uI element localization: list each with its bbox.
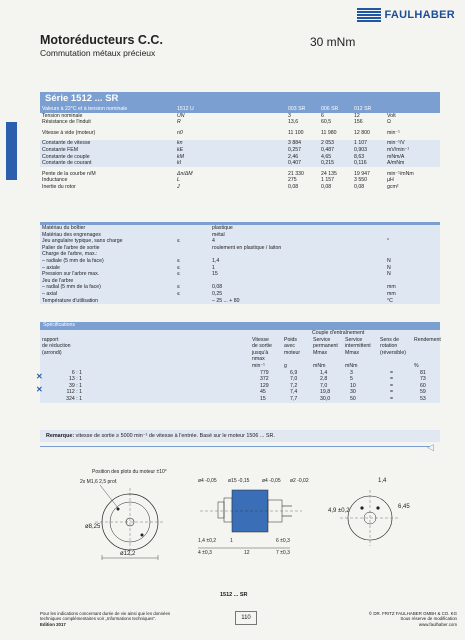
row-value: 0,903 [354, 146, 367, 153]
row-symbol: ≤ [177, 238, 180, 245]
table-row [40, 245, 440, 252]
torque-rating: 30 mNm [310, 35, 356, 49]
shaft-dim-2: ø15 -0,15 [228, 478, 250, 484]
specifications-table [36, 322, 441, 403]
row-value: 1,4 [212, 257, 220, 264]
row-label: – radial (5 mm de la face) [42, 284, 101, 291]
row-value: 11 980 [321, 129, 337, 136]
spec-header-row [40, 343, 440, 350]
spec-col-header: moteur [284, 349, 301, 356]
end-view-terminal-1 [360, 506, 363, 509]
spec-col-header: permanent [313, 343, 338, 350]
row-symbol: R [177, 119, 181, 126]
table-row [40, 298, 440, 305]
header-col: 003 SR [288, 106, 306, 112]
row-unit: A/mNm [387, 160, 405, 167]
remark-divider [40, 446, 430, 447]
motor-pins-note: Position des plots du moteur ±10° [92, 469, 167, 475]
row-unit: mV/min⁻¹ [387, 146, 410, 153]
row-value: 3 884 [288, 140, 301, 147]
dir-value: = [390, 395, 394, 402]
row-symbol: L [177, 177, 180, 184]
shaft-dim-3: ø4 -0,05 [262, 478, 281, 484]
row-label: Température d'utilisation [42, 297, 99, 304]
eff-value: 81 [420, 369, 426, 376]
table-row [40, 258, 440, 265]
row-label: Constante de vitesse [42, 140, 91, 147]
ratio-value: 112 : 1 [66, 389, 82, 396]
footer-reserve: Sous réserve de modification [400, 616, 457, 622]
row-value: 2,46 [288, 153, 299, 160]
spec-col-header: de sortie [252, 343, 272, 350]
inter-value: 3 [350, 369, 353, 376]
motor-values-table [40, 106, 440, 191]
eff-value: 53 [420, 395, 426, 402]
row-value: 6 [321, 112, 324, 119]
header-label: Valeurs à 22°C et à tension nominale [42, 106, 128, 112]
row-label: Tension nominale [42, 112, 83, 119]
row-value: 13,6 [288, 119, 299, 126]
row-unit: °C [387, 297, 393, 304]
speed-value: 45 [260, 389, 266, 396]
row-value: 0,257 [288, 146, 301, 153]
row-unit: ° [387, 238, 390, 245]
table-row [40, 291, 440, 298]
row-symbol: ≤ [177, 257, 180, 264]
inter-value: 10 [350, 382, 356, 389]
gearhead-table [40, 222, 440, 304]
row-label: Matériau du boîtier [42, 225, 86, 231]
spec-col-header: (arrondi) [42, 349, 62, 356]
weight-value: 6,9 [290, 369, 298, 376]
row-label: Résistance de l'induit [42, 119, 91, 126]
spec-col-header: Mmax [313, 349, 328, 356]
row-value: 1 157 [321, 177, 334, 184]
table-row [40, 278, 440, 285]
header-model: 1512 U [177, 106, 194, 112]
spec-col-header: intermittent [345, 343, 371, 350]
ratio-value: 6 : 1 [71, 369, 82, 376]
table-row [40, 271, 440, 278]
weight-value: 7,0 [290, 376, 298, 383]
spec-header-row [40, 363, 440, 370]
shaft-dim-4: ø2 -0,02 [290, 478, 309, 484]
footer-note-text: Pour les indications concernant durée de vie ainsi que les données techniques complémentaires voir „Informations techniques". [40, 611, 171, 622]
ratio-value: 39 : 1 [69, 382, 82, 389]
remark-text: vitesse de sortie ≥ 5000 min⁻¹ de vitesse à l'entrée. Basé sur le moteur 1506 ... SR. [75, 433, 275, 439]
row-value: métal [212, 231, 225, 238]
table-row [40, 147, 440, 154]
header-col: 006 SR [321, 106, 339, 112]
row-label: Pente de la courbe n/M [42, 170, 96, 177]
row-value: 12 [354, 112, 360, 119]
row-value: 8,63 [354, 153, 365, 160]
table-row [40, 284, 440, 291]
side-flange [224, 498, 232, 522]
eff-value: 73 [420, 376, 426, 383]
spec-title: Spécifications [43, 322, 76, 328]
weight-value: 7,2 [290, 382, 298, 389]
table-row [40, 383, 440, 390]
row-value: 24 135 [321, 170, 337, 177]
eff-value: 59 [420, 389, 426, 396]
dir-value: = [390, 382, 394, 389]
row-unit: min⁻¹/mNm [387, 170, 414, 177]
len1-label: 1,4 ±0,2 [198, 538, 217, 544]
len6-label: 7 ±0,3 [276, 550, 290, 556]
footer-edition: Edition 2017 [40, 621, 66, 627]
row-label: Constante FEM [42, 146, 79, 153]
spec-col-header: nmax [252, 356, 265, 363]
footer-note [40, 611, 190, 627]
table-row [40, 130, 440, 137]
front-view-hole-1 [117, 508, 120, 511]
side1-label: 1,4 [378, 478, 387, 484]
row-unit: gcm² [387, 183, 399, 190]
table-row [40, 154, 440, 161]
cont-value: 30,0 [320, 395, 331, 402]
speed-value: 779 [260, 369, 269, 376]
spec-col-header: mNm [313, 362, 326, 369]
row-value: 60,5 [321, 119, 332, 126]
spec-col-header: g [284, 362, 287, 369]
row-unit: N [387, 264, 391, 271]
row-symbol: n0 [177, 129, 183, 136]
len2-label: 1 [230, 538, 233, 544]
row-value: 0,08 [321, 183, 332, 190]
row-value: 0,08 [288, 183, 299, 190]
len4-label: 12 [244, 550, 250, 556]
table-row [40, 177, 440, 184]
remark-label: Remarque: [46, 433, 75, 439]
table-row [40, 396, 440, 403]
len3-label: 4 ±0,3 [198, 550, 212, 556]
handwritten-x-icon: ✕ [36, 385, 43, 395]
spec-col-header: (réversible) [380, 349, 406, 356]
row-value: roulement en plastique / laiton [212, 244, 282, 251]
spec-col-header: avec [284, 343, 295, 350]
row-value: 0,116 [354, 160, 367, 167]
section-tab-marker [6, 122, 17, 180]
table-row [40, 232, 440, 239]
spec-col-header: mNm [345, 362, 358, 369]
inter-value: 30 [350, 389, 356, 396]
inter-value: 5 [350, 376, 353, 383]
row-symbol: ≤ [177, 271, 180, 278]
row-symbol: UN [177, 112, 185, 119]
row-value: 19 947 [354, 170, 370, 177]
row-value: 4 [212, 238, 215, 245]
motor-table-header [40, 106, 440, 113]
row-label: Jeu de l'arbre [42, 277, 74, 284]
row-label: Palier de l'arbre de sortie [42, 244, 100, 251]
arrow-left-icon: ◁ [427, 442, 434, 452]
side-shaft [218, 502, 224, 518]
row-value: 1 [212, 264, 215, 271]
spec-header-row [40, 356, 440, 363]
logo-text: FAULHABER [384, 9, 455, 21]
row-value: plastique [212, 225, 233, 231]
page-subtitle: Commutation métaux précieux [40, 48, 156, 58]
row-value: 1 107 [354, 140, 367, 147]
couple-header-row [40, 330, 440, 337]
row-symbol: ≤ [177, 264, 180, 271]
page-number: 110 [235, 611, 257, 625]
row-label: Inductance [42, 177, 68, 184]
row-value: 0,08 [354, 183, 365, 190]
row-value: 15 [212, 271, 218, 278]
row-unit: min⁻¹/V [387, 140, 405, 147]
row-value: 12 800 [354, 129, 370, 136]
row-value: 4,65 [321, 153, 332, 160]
spec-col-header: Poids [284, 336, 297, 343]
row-value: 0,25 [212, 290, 223, 297]
spec-col-header: Service [345, 336, 363, 343]
dimension-drawing [40, 460, 440, 610]
cont-value: 7,0 [320, 382, 328, 389]
handwritten-x-icon: ✕ [36, 372, 43, 382]
eff-value: 60 [420, 382, 426, 389]
row-label: Vitesse à vide (moteur) [42, 129, 96, 136]
thread-label: 2x M1,6 2,5 prof. [80, 479, 118, 485]
body-diameter-label: ø12,2 [120, 551, 136, 557]
table-row [40, 113, 440, 120]
remark-bar [40, 430, 440, 442]
row-label: – axiale [42, 264, 60, 271]
row-symbol: kM [177, 153, 184, 160]
row-symbol: kE [177, 146, 184, 153]
row-unit: N [387, 271, 391, 278]
table-row [40, 370, 440, 377]
footer-copyright [345, 611, 457, 627]
weight-value: 7,4 [290, 389, 298, 396]
shaft-dim-1: ø4 -0,05 [198, 478, 217, 484]
footer-website: www.faulhaber.com [418, 621, 457, 627]
row-symbol: J [177, 183, 180, 190]
speed-value: 372 [260, 376, 269, 383]
page-title: Motoréducteurs C.C. [40, 33, 163, 47]
row-unit: Volt [387, 112, 396, 119]
table-row [40, 238, 440, 245]
row-value: 0,487 [321, 146, 334, 153]
spec-col-header: Rendement [414, 336, 441, 343]
spec-header-row [40, 350, 440, 357]
row-unit: µH [387, 177, 394, 184]
spec-col-header: rapport [42, 336, 59, 343]
cont-value: 1,4 [320, 369, 328, 376]
spec-col-header: jusqu'à [252, 349, 269, 356]
ratio-value: 13 : 1 [69, 376, 82, 383]
row-label: – radiale (5 mm de la face) [42, 257, 104, 264]
row-label: Pression sur l'arbre max. [42, 271, 100, 278]
dir-value: = [390, 389, 394, 396]
row-label: Constante de couple [42, 153, 90, 160]
row-label: Inertie du rotor [42, 183, 76, 190]
spec-col-header: % [414, 362, 419, 369]
table-row [40, 140, 440, 147]
spec-col-header: rotation [380, 343, 398, 350]
row-value: 11 100 [288, 129, 304, 136]
table-row [40, 160, 440, 167]
cont-value: 2,8 [320, 376, 328, 383]
front-view-hole-2 [141, 534, 144, 537]
table-row [40, 184, 440, 191]
row-symbol: kI [177, 160, 182, 167]
row-value: 0,407 [288, 160, 301, 167]
row-value: 275 [288, 177, 297, 184]
row-value: 156 [354, 119, 363, 126]
speed-value: 129 [260, 382, 269, 389]
spec-col-header: Vitesse [252, 336, 269, 343]
row-symbol: ≤ [177, 290, 180, 297]
spec-col-header: de réduction [42, 343, 71, 350]
table-row [40, 251, 440, 258]
side3-label: 6,45 [398, 504, 410, 510]
row-value: 3 [288, 112, 291, 119]
weight-value: 7,7 [290, 395, 298, 402]
couple-header: Couple d'entraînement [312, 330, 365, 336]
row-unit: mm [387, 290, 396, 297]
row-label: Charge de l'arbre, max.: [42, 251, 98, 258]
drawing-caption: 1512 ... SR [220, 592, 248, 598]
row-label: Constante de courant [42, 160, 92, 167]
table-row [40, 119, 440, 126]
row-value: – 25 ... + 80 [212, 297, 240, 304]
end-view-terminal-2 [376, 506, 379, 509]
row-symbol: Δn/ΔM [177, 170, 193, 177]
spec-header-row [40, 337, 440, 344]
side2-label: 4,9 ±0,2 [328, 508, 350, 514]
spec-col-header: min⁻¹ [252, 362, 265, 369]
table-row [40, 171, 440, 178]
row-symbol: ≤ [177, 284, 180, 291]
row-unit: mm [387, 284, 396, 291]
face-diameter-label: ø8,25 [85, 524, 101, 530]
row-value: 2 053 [321, 140, 334, 147]
row-unit: Ω [387, 119, 391, 126]
row-unit: N [387, 257, 391, 264]
row-unit: min⁻¹ [387, 129, 400, 136]
header-col: 012 SR [354, 106, 372, 112]
faulhaber-logo [357, 8, 455, 22]
dir-value: = [390, 376, 394, 383]
len5-label: 6 ±0,3 [276, 538, 290, 544]
series-title-bar: Série 1512 ... SR [40, 92, 440, 106]
row-value: 0,08 [212, 284, 223, 291]
thread-leader [100, 485, 118, 508]
row-label: Jeu angulaire typique, sans charge [42, 238, 123, 245]
dir-value: = [390, 369, 394, 376]
spec-col-header: Sens de [380, 336, 400, 343]
spec-title-row [40, 322, 440, 330]
spec-col-header: Mmax [345, 349, 360, 356]
spec-col-header: Service [313, 336, 331, 343]
cont-value: 19,8 [320, 389, 331, 396]
row-label: Matériau des engrenages [42, 231, 101, 238]
row-value: 3 550 [354, 177, 367, 184]
table-row [40, 265, 440, 272]
row-symbol: kn [177, 140, 183, 147]
speed-value: 15 [260, 395, 266, 402]
ratio-value: 324 : 1 [66, 395, 82, 402]
row-value: 0,215 [321, 160, 334, 167]
footer-company: © DR. FRITZ FAULHABER GMBH & CO. KG [368, 611, 457, 616]
logo-stripes-icon [357, 8, 381, 22]
row-unit: mNm/A [387, 153, 405, 160]
row-value: 21 330 [288, 170, 304, 177]
inter-value: 50 [350, 395, 356, 402]
table-row [40, 225, 440, 232]
row-label: – axial [42, 290, 57, 297]
